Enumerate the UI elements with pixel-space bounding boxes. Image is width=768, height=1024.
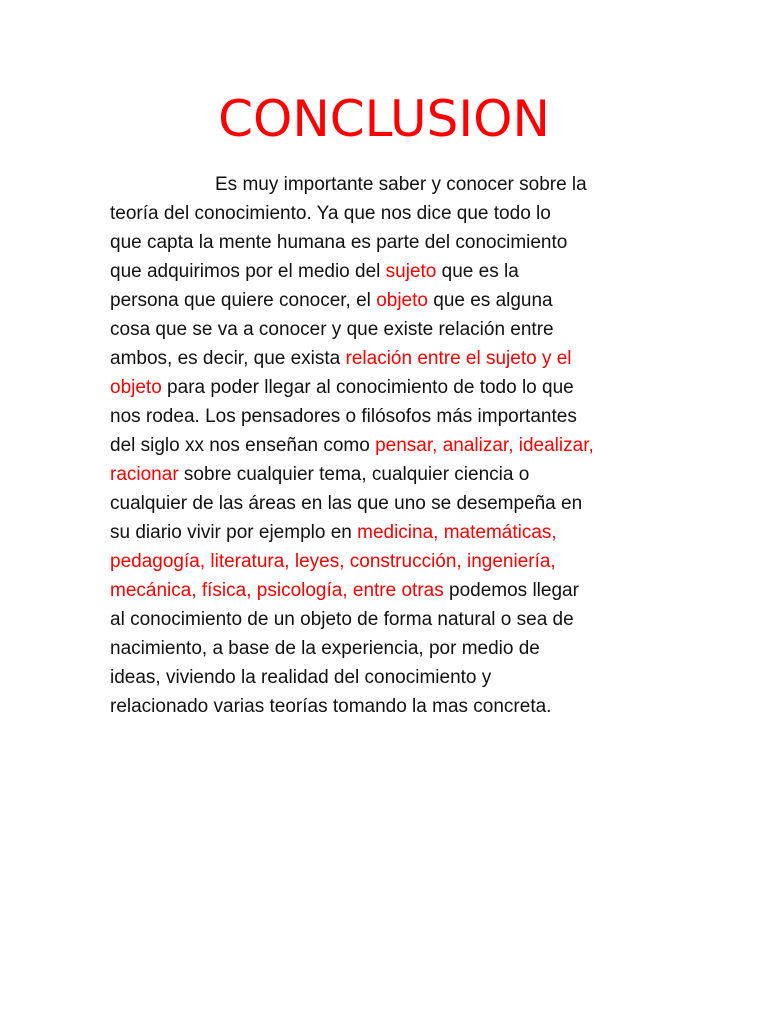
paragraph-line (110, 431, 670, 460)
paragraph-text: cosa que se va a conocer y que existe relación entre (110, 319, 554, 340)
paragraph-text: del siglo xx nos enseñan como (110, 435, 376, 456)
paragraph-text: que es alguna (427, 290, 553, 311)
paragraph-line (110, 460, 670, 489)
paragraph-line (110, 489, 670, 518)
paragraph-text: ideas, viviendo la realidad del conocimiento y (110, 667, 492, 688)
highlighted-text: racionar (110, 464, 179, 485)
paragraph-line (110, 286, 670, 315)
paragraph-line (110, 576, 670, 605)
paragraph-line (110, 402, 670, 431)
paragraph-line (110, 518, 670, 547)
paragraph-text: que adquirimos por el medio del (110, 261, 386, 282)
highlighted-text: pensar, analizar, idealizar, (375, 435, 594, 456)
paragraph-text: su diario vivir por ejemplo en (110, 522, 358, 543)
highlighted-text: mecánica, física, psicología, entre otras (110, 580, 444, 601)
paragraph-text: ambos, es decir, que exista (110, 348, 346, 369)
paragraph-line (110, 373, 670, 402)
paragraph-text: para poder llegar al conocimiento de todo lo que (161, 377, 574, 398)
paragraph-line (110, 663, 670, 692)
paragraph-line (110, 605, 670, 634)
paragraph-line (110, 228, 670, 257)
highlighted-text: medicina, matemáticas, (357, 522, 557, 543)
paragraph-text: nacimiento, a base de la experiencia, por medio de (110, 638, 540, 659)
paragraph-text: Es muy importante saber y conocer sobre la (215, 174, 587, 195)
paragraph-line (110, 199, 670, 228)
paragraph-text: persona que quiere conocer, el (110, 290, 377, 311)
paragraph-text: que capta la mente humana es parte del conocimiento (110, 232, 568, 253)
paragraph-text: podemos llegar (443, 580, 579, 601)
highlighted-text: sujeto (385, 261, 437, 282)
highlighted-text: pedagogía, literatura, leyes, construcción, ingeniería, (110, 551, 556, 572)
highlighted-text: objeto (110, 377, 162, 398)
page-title: CONCLUSION (218, 90, 550, 148)
paragraph-line (110, 315, 670, 344)
highlighted-text: objeto (376, 290, 428, 311)
conclusion-paragraph (110, 170, 670, 721)
paragraph-text: al conocimiento de un objeto de forma natural o sea de (110, 609, 574, 630)
paragraph-text: sobre cualquier tema, cualquier ciencia o (178, 464, 530, 485)
paragraph-line (110, 344, 670, 373)
paragraph-line (110, 170, 670, 199)
paragraph-line (110, 692, 670, 721)
paragraph-line (110, 257, 670, 286)
paragraph-text: cualquier de las áreas en las que uno se desempeña en (110, 493, 583, 514)
paragraph-text: nos rodea. Los pensadores o filósofos más importantes (110, 406, 577, 427)
paragraph-text: teoría del conocimiento. Ya que nos dice que todo lo (110, 203, 551, 224)
paragraph-line (110, 547, 670, 576)
paragraph-text: que es la (436, 261, 519, 282)
paragraph-line (110, 634, 670, 663)
paragraph-text: relacionado varias teorías tomando la mas concreta. (110, 696, 552, 717)
highlighted-text: relación entre el sujeto y el (345, 348, 572, 369)
